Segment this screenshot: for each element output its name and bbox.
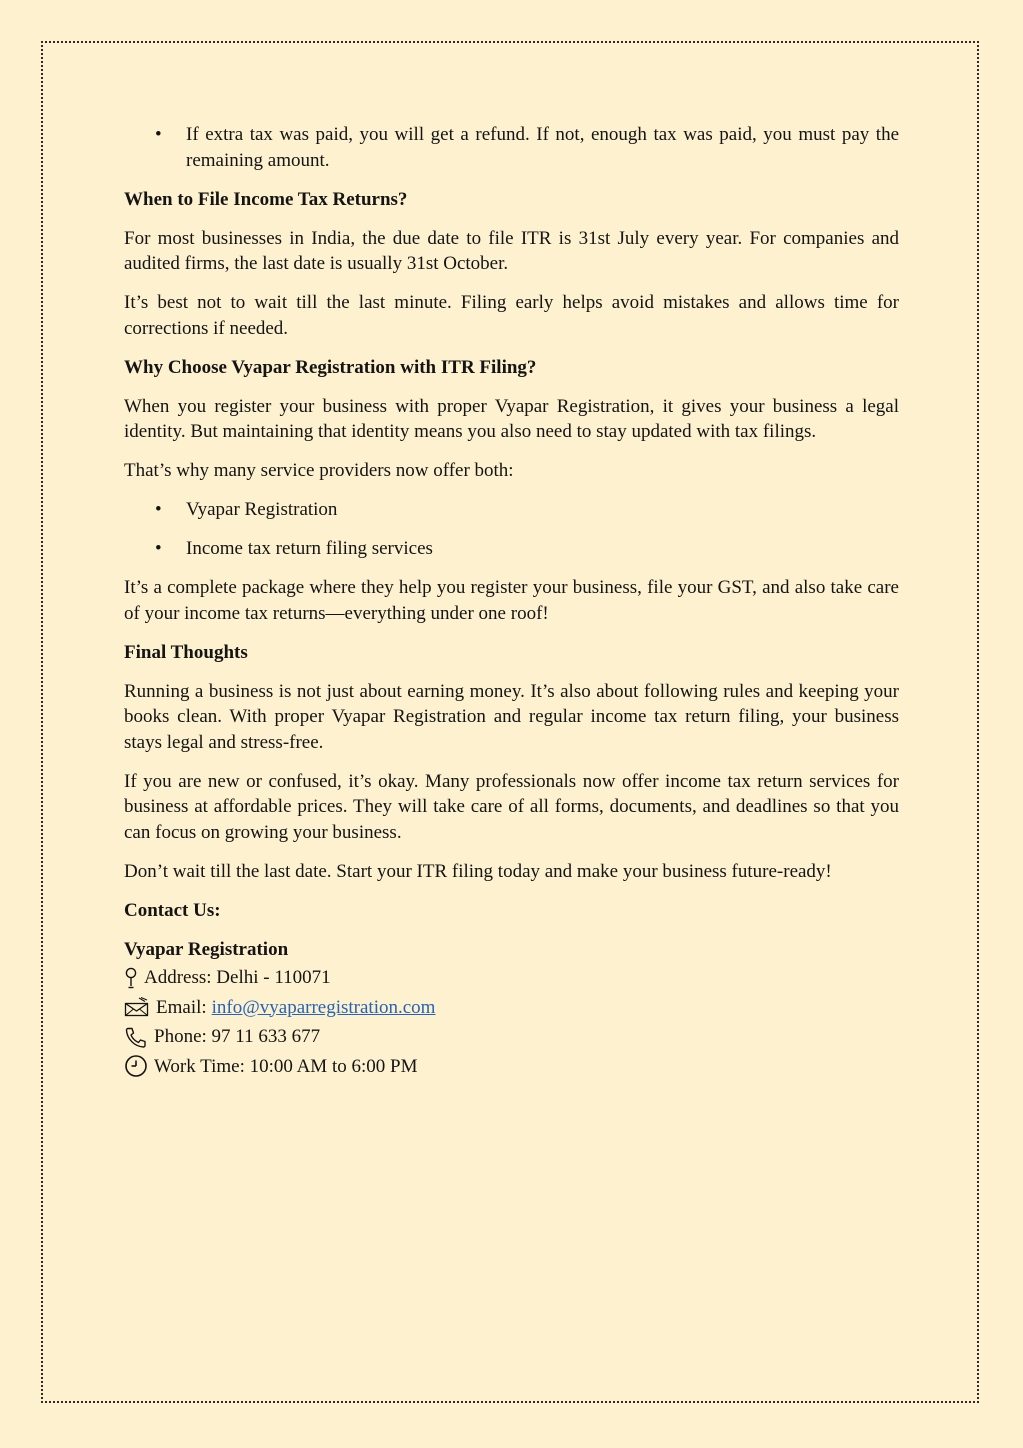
contact-address xyxy=(124,963,899,993)
list-item: • Income tax return filing services xyxy=(124,536,899,562)
services-bullet-list xyxy=(124,497,899,562)
contact-phone xyxy=(124,1022,899,1052)
list-item: • Vyapar Registration xyxy=(124,497,899,523)
email-link[interactable]: info@vyaparregistration.com xyxy=(211,996,436,1018)
company-name: Vyapar Registration xyxy=(124,938,289,960)
email-label: Email: xyxy=(156,996,207,1018)
phone-icon xyxy=(124,1026,148,1048)
contact-block xyxy=(124,937,899,1082)
top-bullet-list xyxy=(124,122,899,173)
section-heading-contact-us: Contact Us: xyxy=(124,899,221,921)
section-heading-final-thoughts: Final Thoughts xyxy=(124,641,248,663)
phone-text: Phone: 97 11 633 677 xyxy=(154,1026,321,1047)
work-time-text: Work Time: 10:00 AM to 6:00 PM xyxy=(154,1055,418,1077)
contact-work-time xyxy=(124,1052,899,1082)
address-text: Address: Delhi - 110071 xyxy=(144,967,331,988)
clock-icon xyxy=(124,1054,148,1078)
contact-email xyxy=(124,993,899,1023)
paragraph: It’s a complete package where they help you register your business, file your GST, and also take care of your income tax returns—everything under one roof! xyxy=(124,577,899,624)
paragraph: If you are new or confused, it’s okay. Many professionals now offer income tax return services for business at affordable prices. They will take care of all forms, documents, and deadlines so that you can focus on growing your business. xyxy=(124,770,899,843)
paragraph: For most businesses in India, the due date to file ITR is 31st July every year. For companies and audited firms, the last date is usually 31st October. xyxy=(124,227,899,274)
paragraph: That’s why many service providers now offer both: xyxy=(124,460,514,481)
paragraph: When you register your business with proper Vyapar Registration, it gives your business a legal identity. But maintaining that identity means you also need to stay updated with tax filings. xyxy=(124,395,899,442)
location-pin-icon xyxy=(124,967,138,989)
paragraph: Don’t wait till the last date. Start your ITR filing today and make your business future-ready! xyxy=(124,860,832,882)
paragraph: It’s best not to wait till the last minute. Filing early helps avoid mistakes and allows time for corrections if needed. xyxy=(124,292,899,339)
envelope-icon xyxy=(124,997,150,1017)
section-heading-when-to-file: When to File Income Tax Returns? xyxy=(124,188,408,210)
paragraph: Running a business is not just about earning money. It’s also about following rules and keeping your books clean. With proper Vyapar Registration and regular income tax return filing, your business stays legal and stress-free. xyxy=(124,680,899,753)
section-heading-why-choose: Why Choose Vyapar Registration with ITR Filing? xyxy=(124,356,537,378)
list-item: • If extra tax was paid, you will get a refund. If not, enough tax was paid, you must pay the remaining amount. xyxy=(124,122,899,173)
document-body xyxy=(124,122,899,1081)
